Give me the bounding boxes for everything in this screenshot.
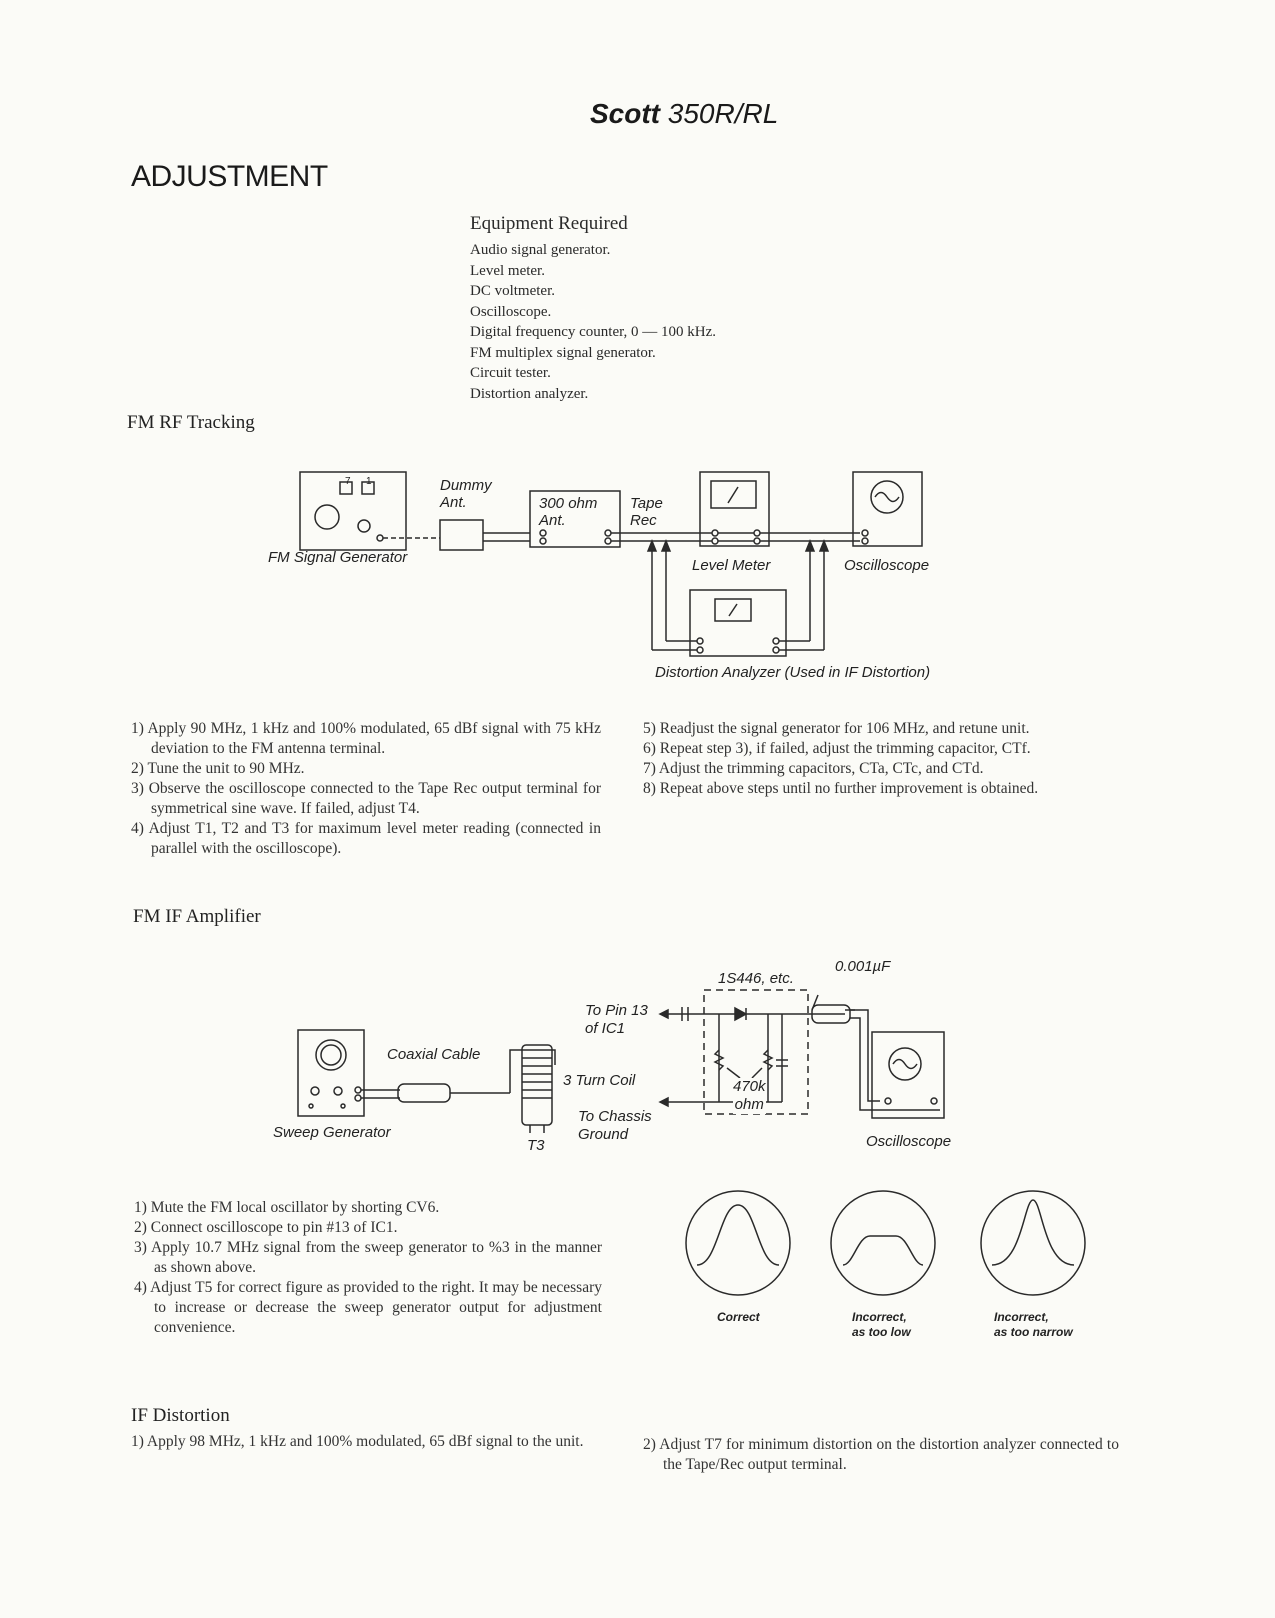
oscilloscope-box	[872, 1032, 944, 1118]
resistor-label	[733, 1078, 766, 1114]
terminal	[355, 1095, 361, 1101]
generator-knob-icon	[309, 1104, 313, 1108]
leader-line	[727, 1068, 740, 1078]
step-item: 1) Apply 98 MHz, 1 kHz and 100% modulated, 65 dBf signal to the unit.	[131, 1433, 584, 1450]
coil-windings-icon	[522, 1058, 552, 1098]
if-distortion-steps-right	[643, 1435, 1119, 1475]
terminal	[697, 638, 703, 644]
coaxial-cable-icon	[398, 1084, 450, 1102]
fm-signal-generator-label: FM Signal Generator	[268, 549, 408, 566]
oscilloscope-label: Oscilloscope	[844, 557, 930, 574]
terminal	[605, 538, 611, 544]
step-item: 4) Adjust T5 for correct figure as provided to the right. It may be necessary to increase or decrease the sweep generator output for adjustment convenience.	[134, 1279, 602, 1336]
to-pin-label	[585, 1002, 648, 1038]
waveform-too-narrow-curve	[992, 1200, 1074, 1265]
generator-key-label: 7	[345, 476, 351, 487]
dummy-antenna-box	[440, 520, 483, 550]
dummy-ant-line: Dummy	[440, 477, 492, 494]
arrow-icon	[648, 541, 656, 551]
tape-rec-line: Tape	[630, 495, 663, 512]
resistor-line: ohm	[734, 1096, 764, 1113]
step-item: 1) Apply 90 MHz, 1 kHz and 100% modulated, 65 dBf signal with 75 kHz deviation to the FM antenna terminal.	[131, 720, 601, 757]
tape-rec-label	[630, 495, 663, 529]
t3-label: T3	[527, 1137, 545, 1154]
if-distortion-steps-left	[131, 1432, 601, 1452]
turn-coil-label: 3 Turn Coil	[563, 1072, 636, 1089]
fm-rf-steps-left	[131, 719, 601, 859]
waveform-too-low-icon	[831, 1191, 935, 1295]
capacitor-label: 0.001µF	[835, 958, 891, 975]
wire	[510, 1050, 555, 1093]
step-item: 2) Connect oscilloscope to pin #13 of IC1.	[134, 1219, 398, 1236]
waveform-too-low-curve	[843, 1236, 923, 1265]
fm-rf-steps-right	[643, 719, 1119, 799]
tape-rec-line: Rec	[630, 512, 657, 529]
waveform-caption	[717, 1310, 760, 1325]
terminal	[754, 530, 760, 536]
distortion-analyzer-box	[690, 590, 786, 656]
dummy-ant-line: Ant.	[440, 494, 467, 511]
terminal	[754, 538, 760, 544]
step-item: 6) Repeat step 3), if failed, adjust the trimming capacitor, CTf.	[643, 740, 1031, 757]
arrow-icon	[820, 541, 828, 551]
sine-wave-icon	[893, 1060, 917, 1069]
waveform-caption-line: Correct	[717, 1310, 760, 1324]
generator-key-label: 1	[366, 476, 372, 487]
waveform-caption-line: as too narrow	[994, 1325, 1073, 1339]
fm-if-steps	[134, 1198, 602, 1338]
step-item: 3) Apply 10.7 MHz signal from the sweep generator to %3 in the manner as shown above.	[134, 1239, 602, 1276]
generator-dial-icon	[321, 1045, 341, 1065]
terminal	[355, 1087, 361, 1093]
step-item: 4) Adjust T1, T2 and T3 for maximum level meter reading (connected in parallel with the oscilloscope).	[131, 820, 601, 857]
step-item: 7) Adjust the trimming capacitors, CTa, CTc, and CTd.	[643, 760, 984, 777]
waveform-too-narrow-icon	[981, 1191, 1085, 1295]
oscilloscope-label: Oscilloscope	[866, 1133, 952, 1150]
to-pin-line: of IC1	[585, 1020, 626, 1037]
diode-label: 1S446, etc.	[718, 970, 794, 987]
distortion-analyzer-label: Distortion Analyzer (Used in IF Distortion)	[655, 664, 931, 681]
to-chassis-line: Ground	[578, 1126, 629, 1143]
generator-knob-icon	[311, 1087, 319, 1095]
step-item: 8) Repeat above steps until no further improvement is obtained.	[643, 780, 1039, 797]
equipment-item: Audio signal generator.	[470, 242, 611, 258]
generator-dial-icon	[315, 505, 339, 529]
terminal	[862, 538, 868, 544]
arrow-icon	[660, 1010, 668, 1018]
terminal	[773, 638, 779, 644]
fm-rf-title: FM RF Tracking	[127, 412, 255, 433]
level-meter-label: Level Meter	[692, 557, 771, 574]
terminal	[540, 538, 546, 544]
terminal	[712, 530, 718, 536]
generator-knob-icon	[341, 1104, 345, 1108]
sweep-generator-box	[298, 1030, 364, 1116]
waveform-caption	[852, 1310, 911, 1340]
terminal	[773, 647, 779, 653]
waveform-caption	[994, 1310, 1073, 1340]
step-item: 2) Tune the unit to 90 MHz.	[131, 760, 305, 777]
waveform-caption-line: as too low	[852, 1325, 911, 1339]
diode-icon	[735, 1008, 746, 1020]
step-item: 2) Adjust T7 for minimum distortion on the distortion analyzer connected to the Tape/Rec output terminal.	[643, 1436, 1119, 1473]
fm-if-title: FM IF Amplifier	[133, 906, 261, 927]
generator-terminal-icon	[358, 520, 370, 532]
terminal	[605, 530, 611, 536]
step-item: 1) Mute the FM local oscillator by shorting CV6.	[134, 1199, 440, 1216]
equipment-item: Level meter.	[470, 262, 545, 279]
equipment-item: FM multiplex signal generator.	[470, 344, 656, 361]
to-chassis-line: To Chassis	[578, 1108, 652, 1125]
wire	[850, 1010, 880, 1101]
meter-needle-icon	[729, 604, 737, 616]
meter-needle-icon	[728, 487, 738, 503]
step-item: 5) Readjust the signal generator for 106 MHz, and retune unit.	[643, 720, 1030, 737]
terminal	[540, 530, 546, 536]
generator-output-terminal	[377, 535, 383, 541]
page-title: ADJUSTMENT	[131, 160, 328, 193]
arrow-icon	[662, 541, 670, 551]
if-distortion-title: IF Distortion	[131, 1405, 230, 1426]
waveform-correct-curve	[697, 1205, 779, 1265]
terminal	[862, 530, 868, 536]
antenna-300-label	[539, 495, 597, 529]
terminal	[712, 538, 718, 544]
dummy-antenna-label	[440, 477, 492, 511]
leader-line	[752, 1068, 762, 1078]
terminal	[885, 1098, 891, 1104]
equipment-item: DC voltmeter.	[470, 283, 555, 299]
terminal	[931, 1098, 937, 1104]
equipment-title: Equipment Required	[470, 213, 628, 234]
sweep-generator-label: Sweep Generator	[273, 1124, 391, 1141]
to-pin-line: To Pin 13	[585, 1002, 648, 1019]
step-item: 3) Observe the oscilloscope connected to the Tape Rec output terminal for symmetrical sine wave. If failed, adjust T4.	[131, 780, 601, 817]
brand-name: Scott	[590, 98, 660, 129]
ant-300-line: 300 ohm	[539, 495, 598, 512]
coaxial-cable-label: Coaxial Cable	[387, 1046, 481, 1063]
sine-wave-icon	[875, 493, 899, 502]
equipment-item: Oscilloscope.	[470, 303, 552, 320]
equipment-item: Digital frequency counter, 0 — 100 kHz.	[470, 324, 716, 340]
generator-knob-icon	[334, 1087, 342, 1095]
equipment-item: Circuit tester.	[470, 365, 551, 381]
arrow-icon	[806, 541, 814, 551]
waveform-caption-line: Incorrect,	[994, 1310, 1049, 1324]
model-number: 350R/RL	[667, 98, 779, 129]
equipment-item: Distortion analyzer.	[470, 385, 589, 402]
terminal	[697, 647, 703, 653]
ant-300-line: Ant.	[539, 512, 566, 529]
arrow-icon	[660, 1098, 668, 1106]
waveform-caption-line: Incorrect,	[852, 1310, 907, 1324]
resistor-line: 470k	[733, 1078, 766, 1095]
waveform-correct-icon	[686, 1191, 790, 1295]
coil-t3-icon	[522, 1045, 552, 1125]
to-chassis-label	[578, 1108, 652, 1144]
